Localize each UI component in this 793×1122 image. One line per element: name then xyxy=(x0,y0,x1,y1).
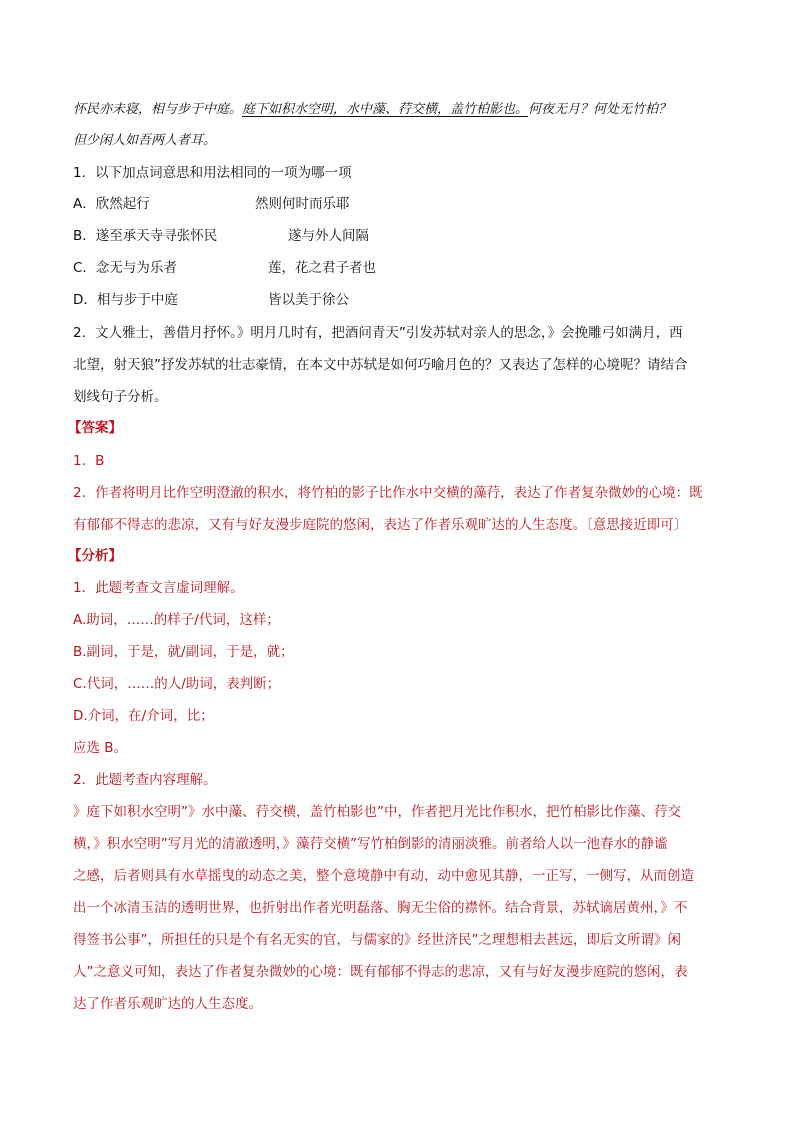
analysis-body-line: 横，》积水空明”写月光的清澈透明，》藻荇交横”写竹柏倒影的清丽淡雅。前者给人以一池春水的静谧 xyxy=(73,836,668,852)
answer-heading: 【答案】 xyxy=(68,420,122,436)
analysis-body-line: 达了作者乐观旷达的人生态度。 xyxy=(73,996,262,1012)
option-text: 也 xyxy=(362,260,376,276)
answer-2-line-2: 有郁郁不得志的悲凉，又有与好友漫步庭院的悠闲，表达了作者乐观旷达的人生态度。〔意思接近即可〕 xyxy=(73,517,688,533)
analysis-heading: 【分析】 xyxy=(68,548,122,564)
option-text: 则何时而乐耶 xyxy=(268,196,350,212)
option-text: B． xyxy=(73,228,96,244)
dotted-char: 者 xyxy=(349,260,363,276)
passage-text: 怀民亦未寝，相与步于中庭。 xyxy=(73,102,243,117)
dotted-char: 遂 xyxy=(95,228,110,244)
option-text: D．相与步 xyxy=(73,292,138,308)
analysis-body-line: 》庭下如积水空明”》水中藻、荇交横，盖竹柏影也”中，作者把月光比作积水，把竹柏影比作藻、荇交 xyxy=(73,804,681,820)
analysis-option-d: D.介词，在/介词，比； xyxy=(73,708,214,724)
analysis-body-line: 得签书公事”，所担任的只是个有名无实的官，与儒家的》经世济民”之理想相去甚远，即后文所谓》闲 xyxy=(73,932,681,948)
analysis-2: 2．此题考查内容理解。 xyxy=(73,772,217,788)
option-text: A．欣 xyxy=(73,196,110,212)
stem-text: 同的一项为哪一项 xyxy=(243,165,352,181)
analysis-body-line: 人”之意义可知，表达了作者复杂微妙的心境：既有郁郁不得志的悲凉，又有与好友漫步庭院的悠闲，表 xyxy=(73,964,688,980)
analysis-option-a: A.助词，……的样子/代词，这样； xyxy=(73,612,280,628)
dotted-char: 然 xyxy=(109,196,123,212)
analysis-option-c: C.代词，……的人/助词，表判断； xyxy=(73,676,281,692)
option-b-compare xyxy=(288,226,369,246)
question-2-line-2: 北望，射天狼”抒发苏轼的壮志豪情，在本文中苏轼是如何巧喻月色的？又表达了怎样的心境呢？请结合 xyxy=(73,357,688,373)
option-b xyxy=(73,226,723,246)
option-d xyxy=(73,290,723,310)
analysis-body-line: 出一个冰清玉洁的透明世界，也折射出作者光明磊落、胸无尘俗的襟怀。结合背景，苏轼谪居黄州，》不 xyxy=(73,900,688,916)
option-text: 至承天寺寻张怀民 xyxy=(109,228,218,244)
dotted-char: 者 xyxy=(163,260,177,276)
option-d-compare xyxy=(268,290,349,310)
analysis-body-line: 之感，后者则具有水草摇曳的动态之美，整个意境静中有动，动中愈见其静，一正写，一侧写，从而创造 xyxy=(73,868,694,884)
answer-1: 1．B xyxy=(73,453,105,469)
option-text: 与外人间隔 xyxy=(301,228,369,244)
question-2-line-1: 2．文人雅士，善借月抒怀。》明月几时有，把酒问青天”引发苏轼对亲人的思念，》会挽雕弓如满月，西 xyxy=(73,325,683,341)
question-1-stem xyxy=(73,163,723,183)
dotted-char: 于 xyxy=(308,292,322,308)
option-text: 皆以美 xyxy=(268,292,309,308)
question-2-line-3: 划线句子分析。 xyxy=(73,389,168,405)
stem-text: 1．以下加点词意思和用法 xyxy=(73,165,231,181)
option-text: 起行 xyxy=(122,196,150,212)
analysis-option-b: B.副词，于是，就/副词，于是，就； xyxy=(73,644,294,660)
passage-text: 何夜无月？何处无竹柏？ xyxy=(528,102,672,117)
option-a-compare xyxy=(255,194,350,214)
underlined-sentence: 庭下如积水空明，水中藻、荇交横，盖竹柏影也。 xyxy=(242,102,529,117)
answer-2-line-1: 2．作者将明月比作空明澄澈的积水，将竹柏的影子比作水中交横的藻荇，表达了作者复杂微妙的心境：既 xyxy=(73,485,703,501)
passage-line-2: 但少闲人如吾两人者耳。 xyxy=(73,133,217,148)
passage-line-1 xyxy=(73,100,723,120)
analysis-1: 1．此题考查文言虚词理解。 xyxy=(73,580,244,596)
option-text: 中庭 xyxy=(150,292,178,308)
option-text: 徐公 xyxy=(322,292,349,308)
option-a xyxy=(73,194,723,214)
option-c-compare xyxy=(268,258,376,278)
analysis-pick: 应选 B。 xyxy=(73,740,128,756)
option-text: C．念无与为乐 xyxy=(73,260,164,276)
dotted-char: 遂 xyxy=(288,228,302,244)
option-c xyxy=(73,258,723,278)
dotted-char: 于 xyxy=(137,292,151,308)
dotted-char: 相 xyxy=(230,165,244,181)
option-text: 莲，花之君子 xyxy=(268,260,349,276)
dotted-char: 然 xyxy=(255,196,269,212)
